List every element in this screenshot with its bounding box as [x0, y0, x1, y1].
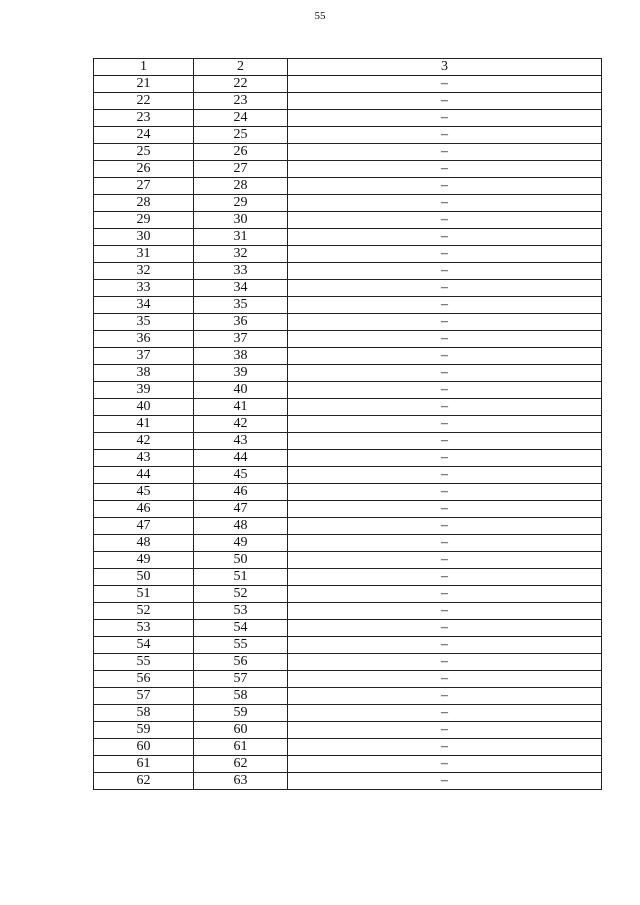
table-header	[94, 59, 602, 76]
table-row	[94, 178, 602, 195]
table-cell-col-2: 37	[194, 331, 288, 348]
table-cell-col-1: 35	[94, 314, 194, 331]
table-cell-col-2: 27	[194, 161, 288, 178]
table-cell-col-2: 50	[194, 552, 288, 569]
table-cell-col-1: 52	[94, 603, 194, 620]
table-row	[94, 110, 602, 127]
table-row	[94, 552, 602, 569]
table-cell-col-1: 28	[94, 195, 194, 212]
table-cell-col-1: 21	[94, 76, 194, 93]
table-cell-col-2: 55	[194, 637, 288, 654]
table-cell-col-2: 57	[194, 671, 288, 688]
table-row	[94, 348, 602, 365]
table-cell-col-1: 49	[94, 552, 194, 569]
table-cell-col-3: –	[288, 297, 602, 314]
table-cell-col-2: 46	[194, 484, 288, 501]
table-cell-col-2: 39	[194, 365, 288, 382]
table-cell-col-2: 49	[194, 535, 288, 552]
column-header-1: 1	[94, 59, 194, 76]
table-cell-col-2: 60	[194, 722, 288, 739]
table-cell-col-3: –	[288, 178, 602, 195]
table-row	[94, 365, 602, 382]
table-cell-col-1: 62	[94, 773, 194, 790]
data-table	[93, 58, 602, 790]
table-cell-col-2: 41	[194, 399, 288, 416]
table-cell-col-2: 40	[194, 382, 288, 399]
table-cell-col-1: 58	[94, 705, 194, 722]
table-cell-col-2: 58	[194, 688, 288, 705]
table-cell-col-2: 34	[194, 280, 288, 297]
table-cell-col-2: 31	[194, 229, 288, 246]
table-cell-col-2: 61	[194, 739, 288, 756]
table-row	[94, 76, 602, 93]
table-cell-col-2: 26	[194, 144, 288, 161]
table-row	[94, 705, 602, 722]
table-row	[94, 773, 602, 790]
table-cell-col-1: 36	[94, 331, 194, 348]
table-cell-col-3: –	[288, 127, 602, 144]
table-row	[94, 467, 602, 484]
table-cell-col-2: 30	[194, 212, 288, 229]
table-cell-col-2: 24	[194, 110, 288, 127]
table-row	[94, 212, 602, 229]
table-cell-col-3: –	[288, 416, 602, 433]
table-cell-col-2: 54	[194, 620, 288, 637]
table-cell-col-1: 22	[94, 93, 194, 110]
table-cell-col-2: 51	[194, 569, 288, 586]
table-cell-col-3: –	[288, 144, 602, 161]
table-cell-col-2: 45	[194, 467, 288, 484]
table-cell-col-3: –	[288, 212, 602, 229]
table-cell-col-1: 59	[94, 722, 194, 739]
table-cell-col-3: –	[288, 195, 602, 212]
table-cell-col-3: –	[288, 263, 602, 280]
table-row	[94, 756, 602, 773]
column-header-3: 3	[288, 59, 602, 76]
table-cell-col-1: 38	[94, 365, 194, 382]
table-row	[94, 297, 602, 314]
table-cell-col-1: 30	[94, 229, 194, 246]
table-row	[94, 535, 602, 552]
table-cell-col-2: 42	[194, 416, 288, 433]
table-cell-col-3: –	[288, 535, 602, 552]
table-cell-col-1: 57	[94, 688, 194, 705]
table-row	[94, 144, 602, 161]
table-row	[94, 229, 602, 246]
table-row	[94, 195, 602, 212]
table-cell-col-2: 22	[194, 76, 288, 93]
table-cell-col-2: 29	[194, 195, 288, 212]
table-cell-col-3: –	[288, 688, 602, 705]
table-row	[94, 416, 602, 433]
table-cell-col-3: –	[288, 501, 602, 518]
table-cell-col-2: 53	[194, 603, 288, 620]
table-cell-col-3: –	[288, 382, 602, 399]
table-cell-col-3: –	[288, 229, 602, 246]
table-cell-col-1: 40	[94, 399, 194, 416]
table-cell-col-3: –	[288, 552, 602, 569]
table-cell-col-1: 31	[94, 246, 194, 263]
table-cell-col-1: 53	[94, 620, 194, 637]
table-cell-col-2: 52	[194, 586, 288, 603]
table-cell-col-1: 39	[94, 382, 194, 399]
table-cell-col-1: 45	[94, 484, 194, 501]
table-cell-col-1: 33	[94, 280, 194, 297]
table-cell-col-3: –	[288, 467, 602, 484]
table-cell-col-3: –	[288, 705, 602, 722]
table-cell-col-3: –	[288, 739, 602, 756]
table-cell-col-1: 51	[94, 586, 194, 603]
table-cell-col-3: –	[288, 773, 602, 790]
table-cell-col-3: –	[288, 93, 602, 110]
table-cell-col-1: 41	[94, 416, 194, 433]
table-row	[94, 501, 602, 518]
table-cell-col-1: 54	[94, 637, 194, 654]
table-row	[94, 331, 602, 348]
table-row	[94, 671, 602, 688]
table-cell-col-3: –	[288, 314, 602, 331]
table-cell-col-2: 38	[194, 348, 288, 365]
table-cell-col-2: 28	[194, 178, 288, 195]
header-row	[94, 59, 602, 76]
table-row	[94, 433, 602, 450]
table-cell-col-1: 23	[94, 110, 194, 127]
table-cell-col-3: –	[288, 586, 602, 603]
table-cell-col-3: –	[288, 637, 602, 654]
table-cell-col-2: 63	[194, 773, 288, 790]
table-row	[94, 246, 602, 263]
table-row	[94, 93, 602, 110]
table-cell-col-1: 42	[94, 433, 194, 450]
table-body	[94, 76, 602, 790]
table-row	[94, 263, 602, 280]
table-cell-col-3: –	[288, 484, 602, 501]
table-row	[94, 654, 602, 671]
table-row	[94, 722, 602, 739]
table-row	[94, 314, 602, 331]
table-cell-col-1: 37	[94, 348, 194, 365]
table-cell-col-2: 36	[194, 314, 288, 331]
table-cell-col-2: 56	[194, 654, 288, 671]
table-cell-col-2: 59	[194, 705, 288, 722]
table-cell-col-2: 47	[194, 501, 288, 518]
table-cell-col-3: –	[288, 722, 602, 739]
table-cell-col-2: 33	[194, 263, 288, 280]
table-cell-col-1: 44	[94, 467, 194, 484]
table-cell-col-2: 48	[194, 518, 288, 535]
table-cell-col-1: 50	[94, 569, 194, 586]
table-cell-col-3: –	[288, 603, 602, 620]
table-row	[94, 382, 602, 399]
table-cell-col-1: 48	[94, 535, 194, 552]
page-number: 55	[314, 10, 326, 22]
table-row	[94, 450, 602, 467]
table-row	[94, 399, 602, 416]
table-cell-col-1: 27	[94, 178, 194, 195]
table-row	[94, 603, 602, 620]
table-cell-col-3: –	[288, 331, 602, 348]
table-cell-col-2: 44	[194, 450, 288, 467]
table-cell-col-3: –	[288, 433, 602, 450]
table-row	[94, 127, 602, 144]
table-cell-col-1: 56	[94, 671, 194, 688]
table-row	[94, 280, 602, 297]
table-cell-col-3: –	[288, 518, 602, 535]
table-cell-col-3: –	[288, 620, 602, 637]
table-cell-col-1: 34	[94, 297, 194, 314]
table-cell-col-1: 29	[94, 212, 194, 229]
table-cell-col-3: –	[288, 450, 602, 467]
table-cell-col-1: 32	[94, 263, 194, 280]
table-cell-col-3: –	[288, 348, 602, 365]
table-cell-col-3: –	[288, 671, 602, 688]
table-row	[94, 569, 602, 586]
table-cell-col-1: 60	[94, 739, 194, 756]
table-cell-col-3: –	[288, 161, 602, 178]
table-cell-col-1: 61	[94, 756, 194, 773]
table-row	[94, 620, 602, 637]
table-cell-col-1: 25	[94, 144, 194, 161]
table-cell-col-3: –	[288, 280, 602, 297]
table-cell-col-3: –	[288, 654, 602, 671]
table-cell-col-3: –	[288, 110, 602, 127]
table-cell-col-3: –	[288, 365, 602, 382]
table-row	[94, 484, 602, 501]
table-cell-col-1: 24	[94, 127, 194, 144]
table-cell-col-1: 26	[94, 161, 194, 178]
table-row	[94, 688, 602, 705]
table-row	[94, 161, 602, 178]
table-cell-col-2: 35	[194, 297, 288, 314]
table-cell-col-2: 25	[194, 127, 288, 144]
table-cell-col-3: –	[288, 76, 602, 93]
column-header-2: 2	[194, 59, 288, 76]
table-row	[94, 518, 602, 535]
table-cell-col-3: –	[288, 246, 602, 263]
table-cell-col-1: 47	[94, 518, 194, 535]
table-cell-col-2: 62	[194, 756, 288, 773]
table-cell-col-2: 32	[194, 246, 288, 263]
table-cell-col-3: –	[288, 569, 602, 586]
table-cell-col-3: –	[288, 399, 602, 416]
table-cell-col-3: –	[288, 756, 602, 773]
table-cell-col-2: 43	[194, 433, 288, 450]
table-row	[94, 586, 602, 603]
table-row	[94, 637, 602, 654]
table-cell-col-1: 55	[94, 654, 194, 671]
table-cell-col-2: 23	[194, 93, 288, 110]
table-cell-col-1: 46	[94, 501, 194, 518]
table-cell-col-1: 43	[94, 450, 194, 467]
table-row	[94, 739, 602, 756]
